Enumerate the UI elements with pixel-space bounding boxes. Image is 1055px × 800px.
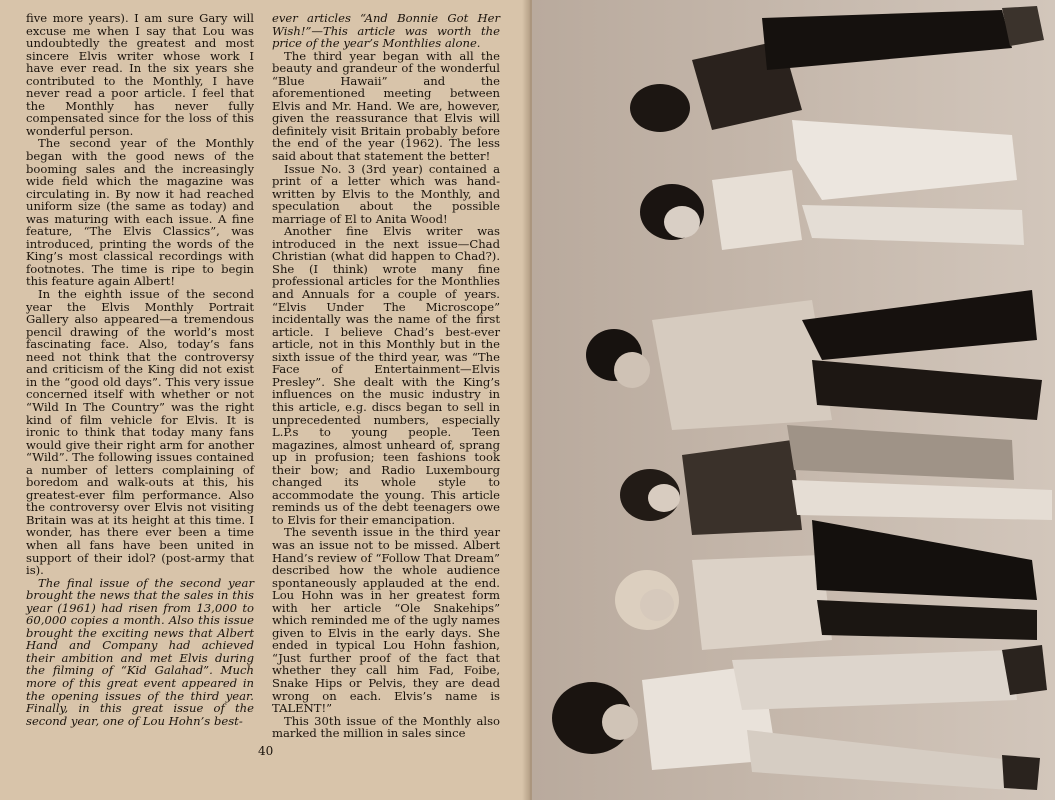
paragraph: ever articles “And Bonnie Got Her Wish!”—This article was worth the price of the year’s Monthlies alone. bbox=[272, 11, 500, 51]
text-column-left bbox=[26, 12, 254, 727]
paragraph: This 30th issue of the Monthly also marked the million in sales since bbox=[272, 713, 500, 741]
photo-page bbox=[532, 0, 1055, 800]
paragraph: Issue No. 3 (3rd year) contained a print of a letter which was hand-written by Elvis to the Monthly, and speculation about the possible marriage of El to Anita Wood! bbox=[272, 161, 500, 226]
text-column-right bbox=[272, 12, 500, 740]
page-number: 40 bbox=[258, 744, 274, 758]
group-photo bbox=[532, 0, 1055, 800]
paragraph: The third year began with all the beauty and grandeur of the wonderful “Blue Hawaii” and the aforementioned meeting between Elvis and Mr. Hand. We are, however, given the reassurance that Elvis will definitely visit Britain probably before the end of the year (1962). The less said about that statement the better! bbox=[272, 48, 500, 164]
paragraph: five more years). I am sure Gary will excuse me when I say that Lou was undoubtedly the greatest and most sincere Elvis writer whose work I have ever read. In the six years she contributed to the Monthly, I have never read a poor article. I feel that the Monthly has never fully compensated since for the loss of this wonderful person. bbox=[26, 11, 254, 138]
paragraph: The seventh issue in the third year was an issue not to be missed. Albert Hand’s review of “Follow That Dream” described how the whole audience spontaneously applauded at the end. Lou Hohn was in her greatest form with her article “Ole Snakehips” which reminded me of the ugly names given to Elvis in the early days. She ended in typical Lou Hohn fashion, “Just further proof of the fact that whether they call him Fad, Foibe, Snake Hips or Pelvis, they are dead wrong on each. Elvis’s name is TALENT!” bbox=[272, 525, 500, 716]
paragraph: Another fine Elvis writer was introduced in the next issue—Chad Christian (what did happen to Chad?). She (I think) wrote many fine professional articles for the Monthlies and Annuals for a couple of years. “Elvis Under The Microscope” incidentally was the name of the first article. I believe Chad’s best-ever article, not in this Monthly but in the sixth issue of the third year, was “The Face of Entertainment—Elvis Presley”. She dealt with the King’s influences on the music industry in this article, e.g. discs began to sell in unprecedented numbers, especially L.P.s to young people. Teen magazines, almost unheard of, sprang up in profusion; teen fashions took their bow; and Radio Luxembourg changed its whole style to accommodate the young. This article reminds us of the debt teenagers owe to Elvis for their emancipation. bbox=[272, 224, 500, 527]
paragraph: The final issue of the second year brought the news that the sales in this year (1961) had risen from 13,000 to 60,000 copies a month. Also this issue brought the exciting news that Albert Hand and Company had achieved their ambition and met Elvis during the filming of “Kid Galahad”. Much more of this great event appeared in the opening issues of the third year. Finally, in this great issue of the second year, one of Lou Hohn’s best- bbox=[26, 575, 254, 728]
paragraph: In the eighth issue of the second year the Elvis Monthly Portrait Gallery also appeared—a tremendous pencil drawing of the world’s most fascinating face. Also, today’s fans need not think that the controversy and criticism of the King did not exist in the “good old days”. This very issue concerned itself with whether or not “Wild In The Country” was the right kind of film vehicle for Elvis. It is ironic to think that today many fans would give their right arm for another “Wild”. The following issues contained a number of letters complaining of boredom and walk-outs at this, his greatest-ever film performance. Also the controversy over Elvis not visiting Britain was at its height at this time. I wonder, has there ever been a time when all fans have been united in support of their idol? (post-army that is). bbox=[26, 287, 254, 578]
paragraph: The second year of the Monthly began with the good news of the booming sales and the increasingly wide field which the magazine was circulating in. By now it had reached uniform size (the same as today) and was maturing with each issue. A fine feature, “The Elvis Classics”, was introduced, printing the words of the King’s most classical recordings with footnotes. The time is ripe to begin this feature again Albert! bbox=[26, 136, 254, 289]
